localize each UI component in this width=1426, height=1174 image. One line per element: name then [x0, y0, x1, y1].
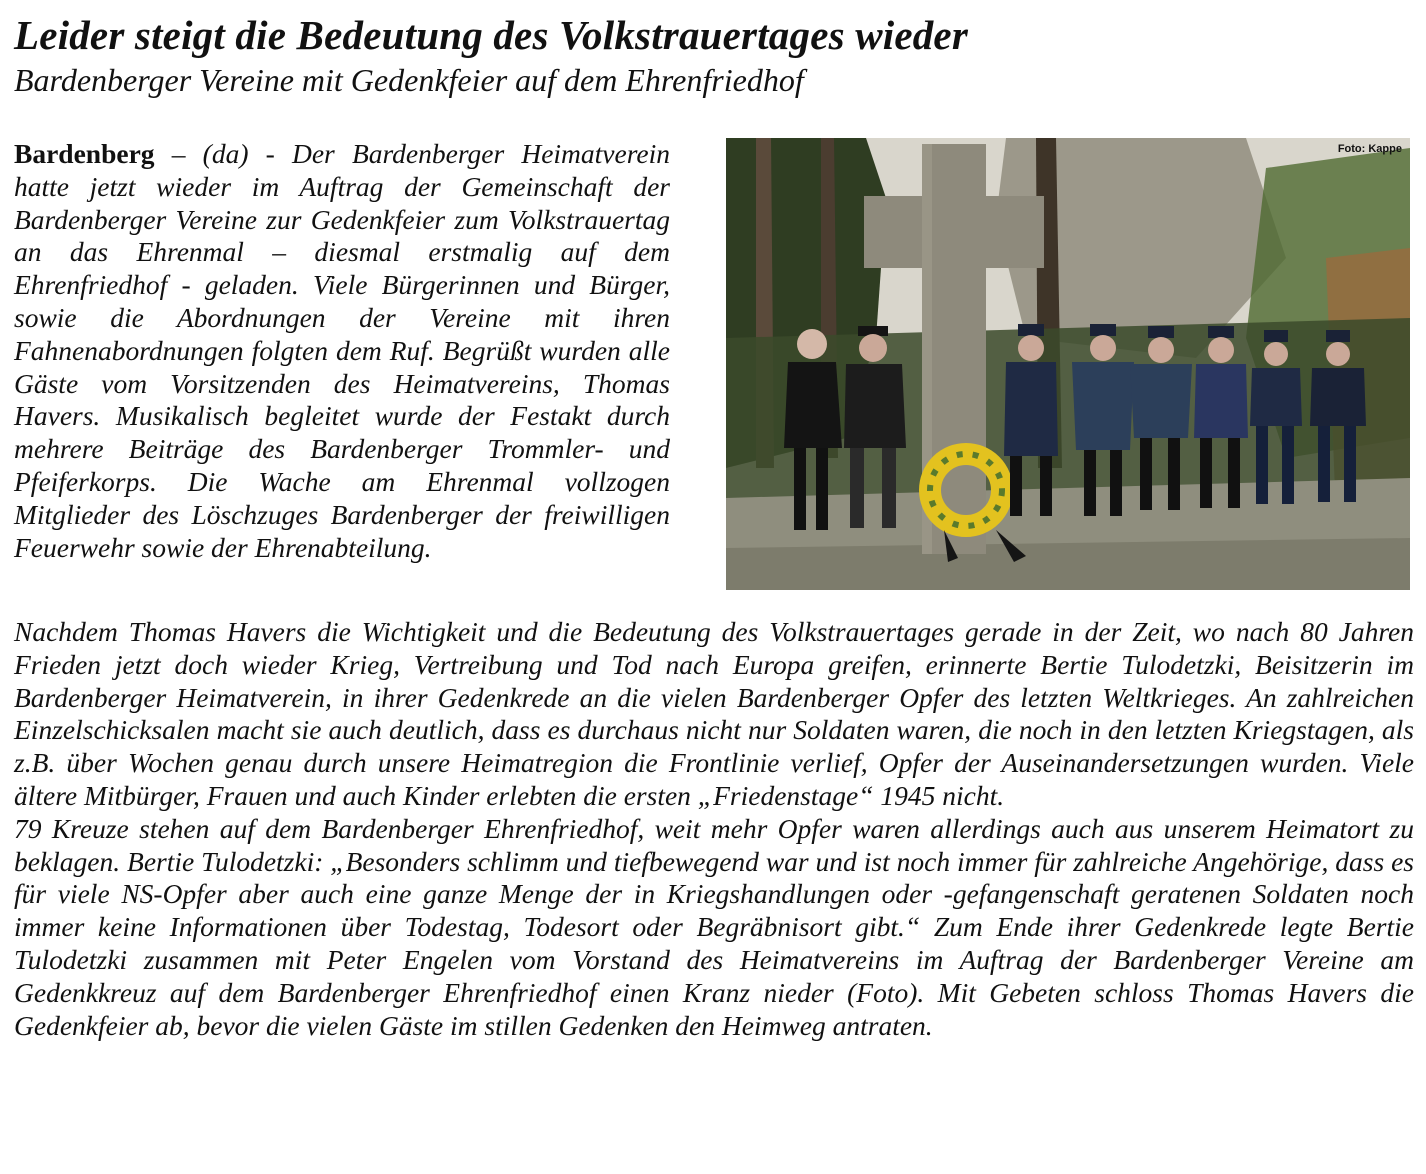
photo-credit: Foto: Kappe — [1337, 143, 1402, 155]
article-page — [14, 10, 1414, 1041]
subheadline: Bardenberger Vereine mit Gedenkfeier auf dem Ehrenfriedhof — [14, 62, 804, 98]
intro-paragraph — [14, 138, 670, 564]
memorial-photo-illustration — [726, 138, 1410, 590]
headline: Leider steigt die Bedeutung des Volkstrauertages wieder — [14, 12, 968, 58]
main-text — [14, 616, 1414, 1042]
dateline-location: Bardenberg — [14, 138, 155, 169]
intro-text: – (da) - Der Bardenberger Heimatverein hatte jetzt wieder im Auftrag der Gemeinschaft der Bardenberger Vereine zur Gedenkfeier zum Volkstrauertag an das Ehrenmal – diesmal erstmalig auf dem Ehrenfriedhof - geladen. Viele Bürgerinnen und Bürger, sowie die Abordnungen der Vereine mit ihren Fahnenabordnungen folgten dem Ruf. Begrüßt wurden alle Gäste vom Vorsitzenden des Heimatvereins, Thomas Havers. Musikalisch begleitet wurde der Festakt durch mehrere Beiträge des Bardenberger Trommler- und Pfeiferkorps. Die Wache am Ehrenmal vollzogen Mitglieder des Löschzuges Bardenberger der freiwilligen Feuerwehr sowie der Ehrenabteilung. — [14, 138, 670, 563]
paragraph-2: Nachdem Thomas Havers die Wichtigkeit und die Bedeutung des Volkstrauertages gerade in der Zeit, wo nach 80 Jahren Frieden jetzt doch wieder Krieg, Vertreibung und Tod nach Europa greifen, erinnerte Bertie Tulodetzki, Beisitzerin im Bardenberger Heimatverein, in ihrer Gedenkrede an die vielen Bardenberger Opfer des letzten Weltkrieges. An zahlreichen Einzelschicksalen macht sie auch deutlich, dass es durchaus nicht nur Soldaten waren, die noch in den letzten Kriegstagen, als z.B. über Wochen genau durch unsere Heimatregion die Frontlinie verlief, Opfer der Auseinandersetzungen wurden. Viele ältere Mitbürger, Frauen und auch Kinder erlebten die ersten „Friedenstage“ 1945 nicht. — [14, 616, 1414, 811]
photo-cross-beam — [864, 196, 1044, 268]
article-photo — [726, 138, 1410, 590]
intro-column — [14, 138, 670, 564]
paragraph-3: 79 Kreuze stehen auf dem Bardenberger Ehrenfriedhof, weit mehr Opfer waren allerdings auch aus unserem Heimatort zu beklagen. Bertie Tulodetzki: „Besonders schlimm und tiefbewegend war und ist noch immer für zahlreiche Angehörige, dass es für viele NS-Opfer aber auch eine ganze Menge der in Kriegshandlungen oder -gefangenschaft geratenen Soldaten noch immer keine Informationen über Todestag, Todesort oder Begräbnisort gibt.“ Zum Ende ihrer Gedenkrede legte Bertie Tulodetzki zusammen mit Peter Engelen vom Vorstand des Heimatvereins im Auftrag der Bardenberger Vereine am Gedenkkreuz auf dem Bardenberger Ehrenfriedhof einen Kranz nieder (Foto). Mit Gebeten schloss Thomas Havers die Gedenkfeier ab, bevor die vielen Gäste im stillen Gedenken den Heimweg antraten. — [14, 812, 1414, 1041]
